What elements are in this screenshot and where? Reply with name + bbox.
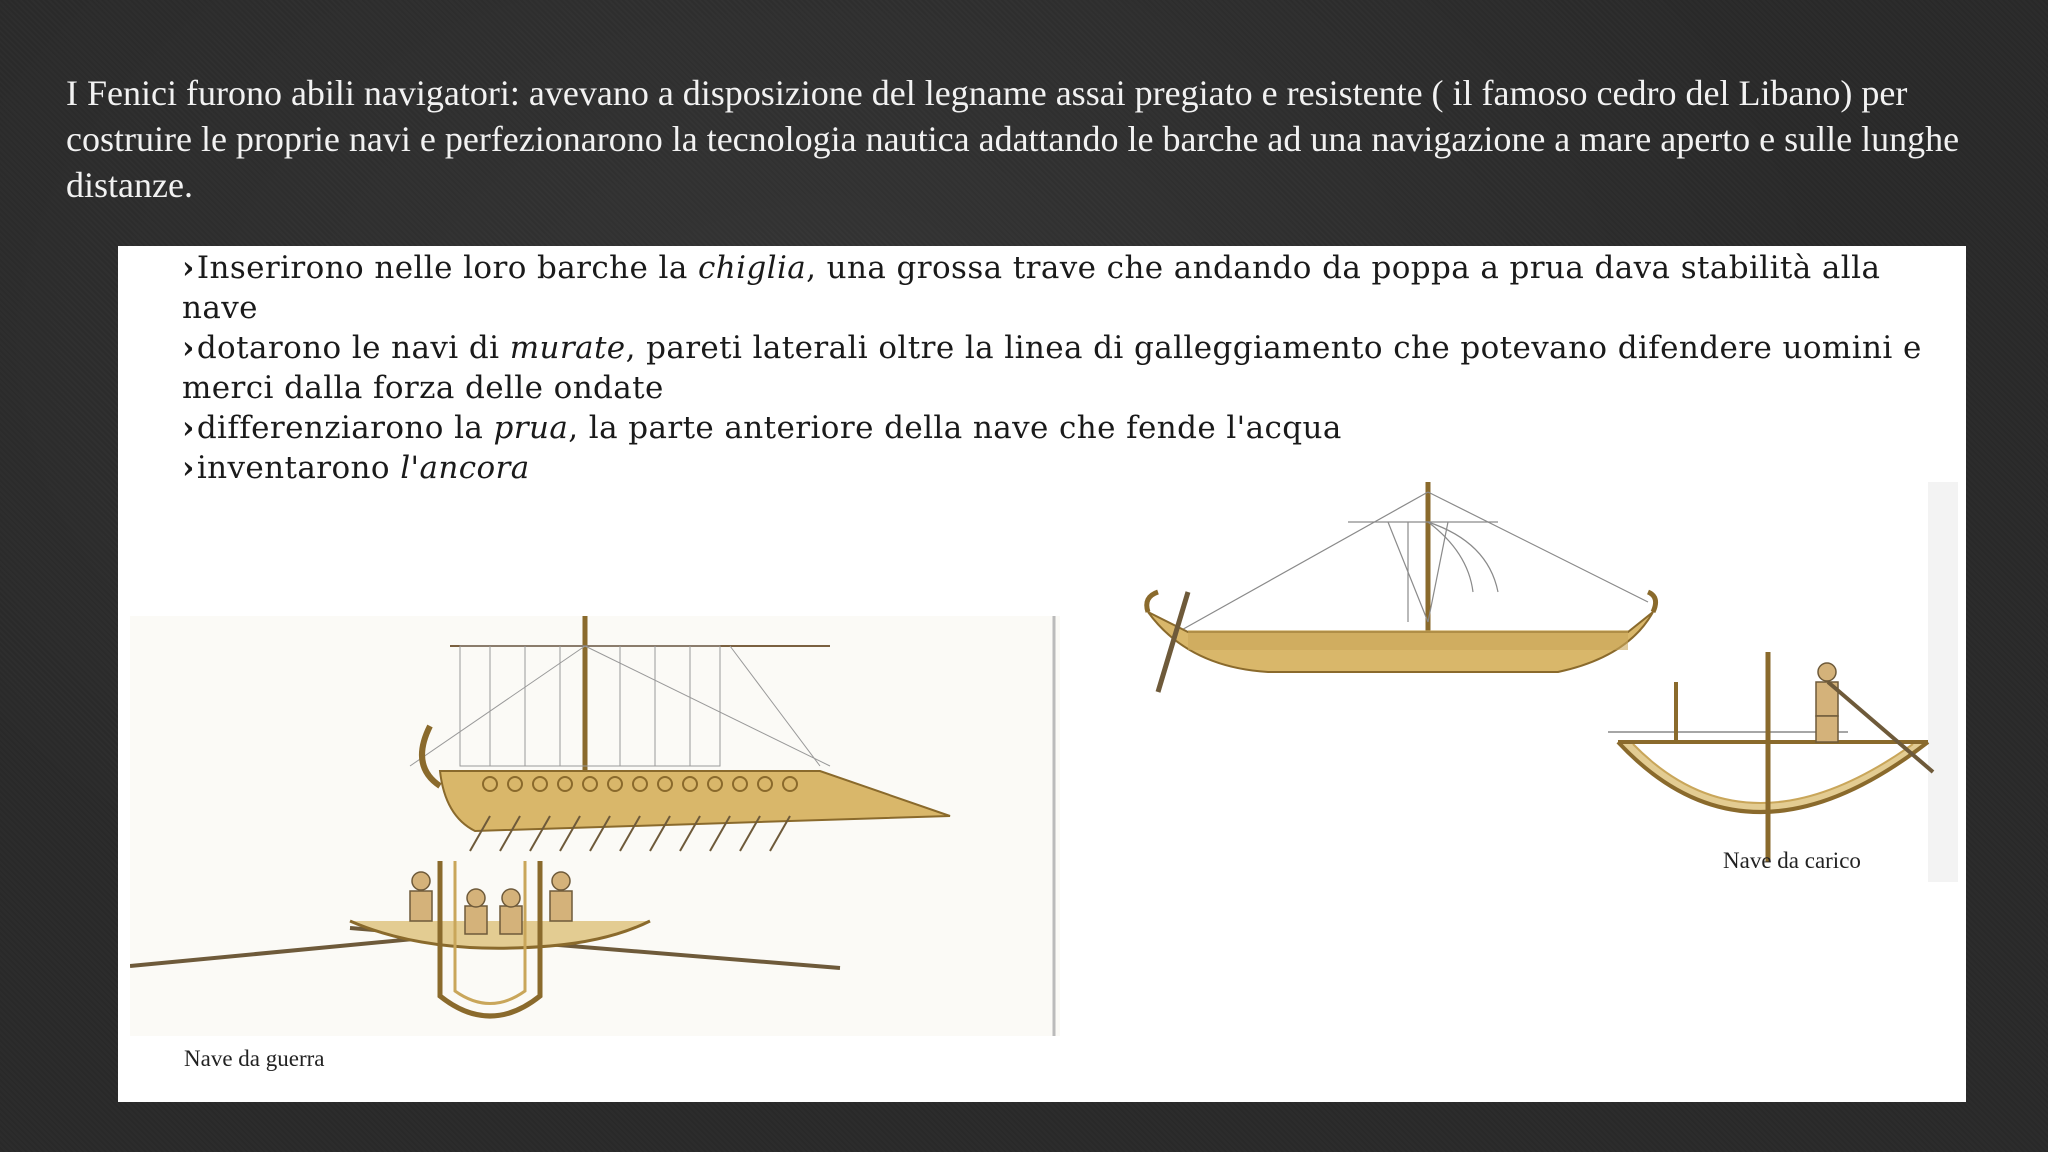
list-item: › Inserirono nelle loro barche la chiglia, una grossa trave che andando da poppa a prua dava stabilità alla nave [182,248,1942,328]
list-item: › dotarono le navi di murate, pareti laterali oltre la linea di galleggiamento che potevano difendere uomini e merci dalla forza delle ondate [182,328,1942,408]
list-item: › inventarono l'ancora [182,448,1942,488]
warship-illustration [130,616,1060,1036]
cargo-ship-caption: Nave da carico [1723,848,1861,873]
warship-caption: Nave da guerra [184,1046,325,1071]
illustration-panel [118,246,1966,1102]
cargo-ship-illustration [1128,482,1958,882]
list-item: › differenziarono la prua, la parte anteriore della nave che fende l'acqua [182,408,1942,448]
innovation-list [182,248,1942,488]
intro-paragraph: I Fenici furono abili navigatori: avevano a disposizione del legname assai pregiato e resistente ( il famoso cedro del Libano) per costruire le proprie navi e perfezionarono la tecnologia nautica adattando le barche ad una navigazione a mare aperto e sulle lunghe distanze. [66,73,1960,205]
